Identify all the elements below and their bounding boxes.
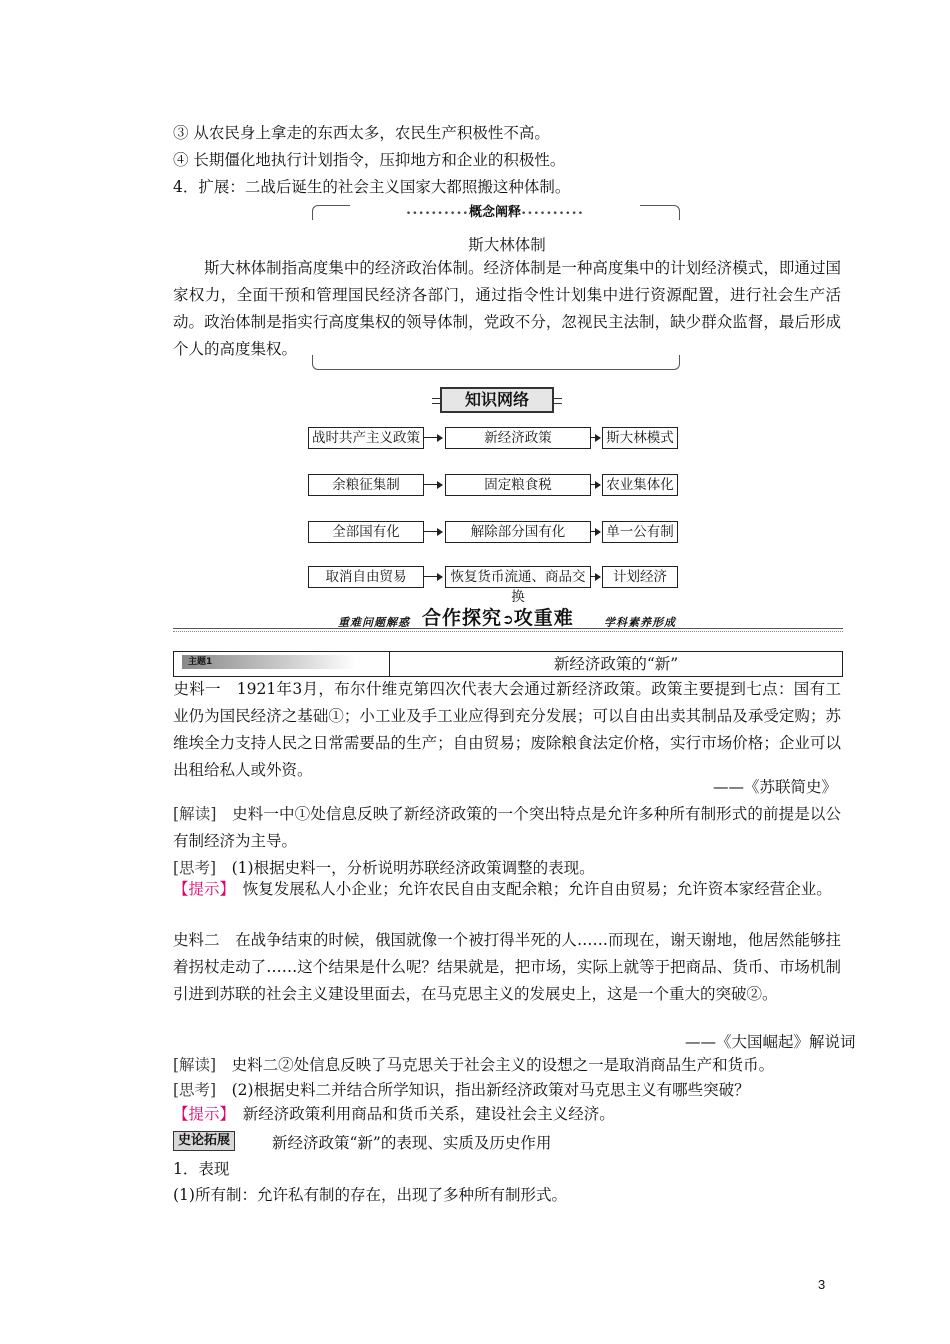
network-box: 取消自由贸易 [308,566,424,588]
hint-2: 【提示】 新经济政策利用商品和货币关系，建设社会主义经济。 [173,1105,615,1123]
material-1-source: ——《苏联简史》 [713,778,838,796]
hint-1: 【提示】 恢复发展私人小企业；允许农民自由支配余粮；允许自由贸易；允许资本家经营企业。 [173,880,832,898]
network-box: 农业集体化 [602,474,678,496]
page-number: 3 [818,1277,826,1292]
material-2-source: ——《大国崛起》解说词 [685,1033,856,1051]
network-box: 固定粮食税 [445,474,591,496]
topic-title: 新经济政策的“新” [553,655,679,673]
text-line: ④ 长期僵化地执行计划指令，压抑地方和企业的积极性。 [173,151,566,169]
think-1: [思考] (1)根据史料一，分析说明苏联经济政策调整的表现。 [173,859,595,877]
arrow-icon [424,437,442,438]
arrow-icon [424,576,442,577]
section-divider [173,628,843,632]
concept-header-label: 概念阐释 [468,205,521,220]
text-line: ③ 从农民身上拿走的东西太多，农民生产积极性不高。 [173,124,550,142]
extend-title: 新经济政策“新”的表现、实质及历史作用 [272,1134,552,1152]
topic-header [173,651,843,677]
section-left-label: 重难问题解惑 [338,616,410,629]
network-box: 全部国有化 [308,521,424,543]
read-1: [解读] 史料一中①处信息反映了新经济政策的一个突出特点是允许多种所有制形式的前提是以公有制经济为主导。 [173,805,841,850]
text-line: (1)所有制：允许私有制的存在，出现了多种所有制形式。 [173,1186,567,1204]
section-title-main: 合作探究 [422,607,503,629]
network-box: 余粮征集制 [308,474,424,496]
material-1: 史料一 1921年3月，布尔什维克第四次代表大会通过新经济政策。政策主要提到七点：国有工业仍为国民经济之基础①；小工业及手工业应得到充分发展；可以自由出卖其制品及承受定购；苏维埃全力支持人民之日常需要品的生产；自由贸易；废除粮食法定价格，实行市场价格；企业可以出租给私人或外资。 [173,680,841,779]
banner-bar-left [432,398,440,404]
concept-body: 斯大林体制指高度集中的经济政治体制。经济体制是一种高度集中的计划经济模式，即通过国家权力，全面干预和管理国民经济各部门，通过指令性计划集中进行资源配置，进行社会生产活动。政治体制是指实行高度集权的领导体制，党政不分，忽视民主法制，缺少群众监督，最后形成个人的高度集权。 [173,259,841,358]
read-2: [解读] 史料二②处信息反映了马克思关于社会主义的设想之一是取消商品生产和货币。 [173,1056,775,1074]
dots-decoration: •••••••••• [405,209,469,219]
text-line: 4．扩展：二战后诞生的社会主义国家大都照搬这种体制。 [173,178,571,196]
think-2: [思考] (2)根据史料二并结合所学知识，指出新经济政策对马克思主义有哪些突破？ [173,1081,750,1099]
arrow-icon [424,531,442,532]
material-2: 史料二 在战争结束的时候，俄国就像一个被打得半死的人……而现在，谢天谢地，他居然能够拄着拐杖走动了……这个结果是什么呢？结果就是，把市场，实际上就等于把商品、货币、市场机制引进到苏联的社会主义建设里面去，在马克思主义的发展史上，这是一个重大的突破②。 [173,931,841,1003]
chevron-right-icon: ➲ [502,612,514,628]
network-box: 斯大林模式 [602,427,678,449]
text-line: 1．表现 [173,1160,230,1178]
network-box: 计划经济 [602,566,678,588]
concept-title: 斯大林体制 [468,236,546,254]
topic-left-cell [174,652,390,676]
extend-tag: 史论拓展 [173,1131,235,1151]
network-box: 恢复货币流通、商品交换 [445,566,591,588]
concept-frame-bottom [312,355,680,370]
arrow-icon [591,576,600,577]
section-title-sub: 攻重难 [513,607,574,629]
concept-header [350,201,640,220]
arrow-icon [591,484,600,485]
network-box: 解除部分国有化 [445,521,591,543]
banner-bar-right [554,398,562,404]
arrow-icon [424,484,442,485]
arrow-icon [591,531,600,532]
arrow-icon [591,437,600,438]
topic-tag: 主题1 [182,655,356,669]
network-box: 单一公有制 [602,521,678,543]
network-banner: 知识网络 [440,387,554,413]
network-box: 新经济政策 [445,427,591,449]
network-box: 战时共产主义政策 [308,427,424,449]
section-title [422,603,574,630]
section-right-label: 学科素养形成 [604,616,676,629]
dots-decoration: •••••••••• [521,209,585,219]
